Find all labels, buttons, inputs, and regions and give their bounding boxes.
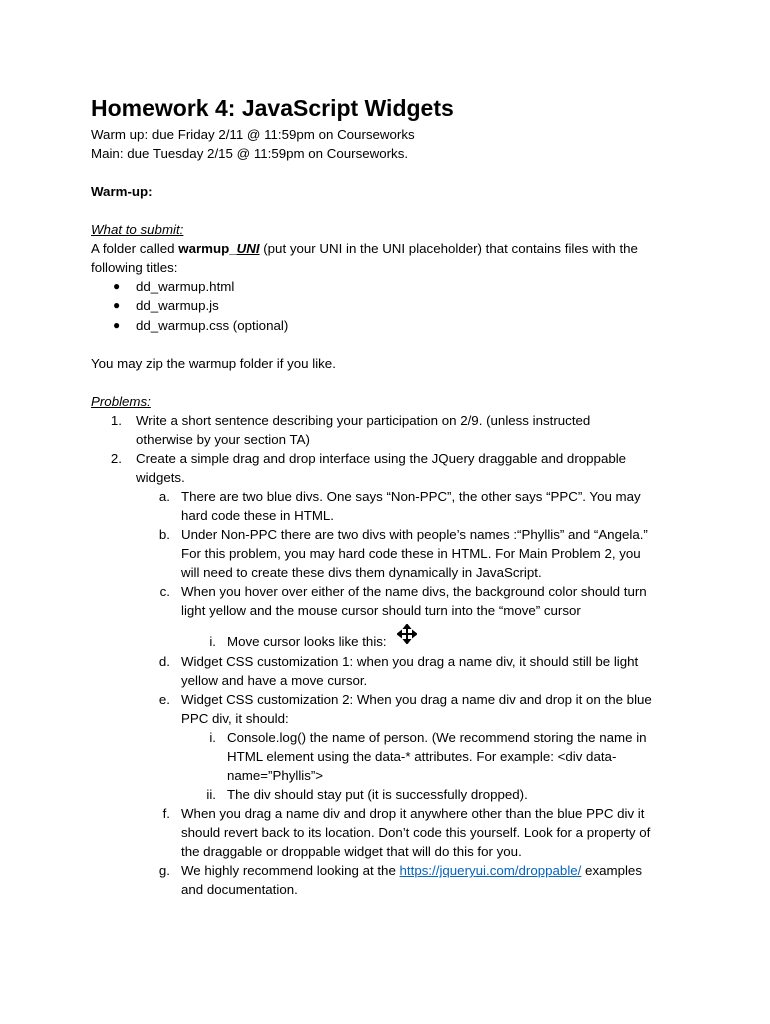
item-e-ii-marker: ii.	[206, 787, 216, 802]
item-d-marker: d.	[158, 654, 170, 669]
problem-2-line: Create a simple drag and drop interface using the JQuery draggable and droppable	[136, 451, 627, 466]
item-e-ii-line: The div should stay put (it is successfully dropped).	[227, 787, 528, 802]
item-a-line: hard code these in HTML.	[181, 508, 334, 523]
item-b-line: Under Non-PPC there are two divs with people’s names :“Phyllis” and “Angela.”	[181, 527, 648, 542]
bullet-icon: ●	[113, 318, 121, 332]
item-f-marker: f.	[162, 806, 170, 821]
problem-1-line: Write a short sentence describing your participation on 2/9. (unless instructed	[136, 413, 591, 428]
submit-line-1-pre: A folder called	[91, 241, 179, 256]
bullet-icon: ●	[113, 279, 121, 293]
problem-2-marker: 2.	[110, 451, 122, 466]
item-a-marker: a.	[158, 489, 170, 504]
item-d-line: yellow and have a move cursor.	[181, 673, 368, 688]
item-g-line: and documentation.	[181, 882, 298, 897]
item-g-post: examples	[581, 863, 642, 878]
item-e-i-line: name=”Phyllis”>	[227, 768, 324, 783]
jqueryui-droppable-link[interactable]: https://jqueryui.com/droppable/	[399, 863, 582, 878]
item-g-pre: We highly recommend looking at the	[181, 863, 400, 878]
item-g-line	[181, 861, 642, 880]
problem-1-marker: 1.	[110, 413, 122, 428]
item-f-line: should revert back to its location. Don’t code this yourself. Look for a property of	[181, 825, 651, 840]
due-main: Main: due Tuesday 2/15 @ 11:59pm on Courseworks.	[91, 146, 409, 161]
folder-name-b: UNI	[236, 241, 260, 256]
submit-line-2: following titles:	[91, 260, 178, 275]
warmup-heading: Warm-up:	[91, 184, 153, 199]
item-d-line: Widget CSS customization 1: when you drag a name div, it should still be light	[181, 654, 639, 669]
item-f-line: When you drag a name div and drop it anywhere other than the blue PPC div it	[181, 806, 645, 821]
zip-note: You may zip the warmup folder if you like.	[91, 356, 336, 371]
file-item: dd_warmup.js	[136, 298, 219, 313]
item-c-i-line: Move cursor looks like this:	[227, 634, 387, 649]
item-e-i-line: Console.log() the name of person. (We recommend storing the name in	[227, 730, 647, 745]
item-e-line: Widget CSS customization 2: When you drag a name div and drop it on the blue	[181, 692, 652, 707]
item-f-line: the draggable or droppable widget that will do this for you.	[181, 844, 522, 859]
page-title: Homework 4: JavaScript Widgets	[91, 95, 454, 121]
item-e-i-line: HTML element using the data-* attributes. For example: <div data-	[227, 749, 617, 764]
item-b-line: will need to create these divs them dynamically in JavaScript.	[181, 565, 542, 580]
item-c-marker: c.	[159, 584, 170, 599]
file-item: dd_warmup.css (optional)	[136, 318, 289, 333]
item-e-i-marker: i.	[209, 730, 216, 745]
item-e-marker: e.	[158, 692, 170, 707]
due-warmup: Warm up: due Friday 2/11 @ 11:59pm on Courseworks	[91, 127, 415, 142]
item-c-i-marker: i.	[209, 634, 216, 649]
problem-2-line: widgets.	[136, 470, 185, 485]
item-c-line: When you hover over either of the name divs, the background color should turn	[181, 584, 647, 599]
item-e-line: PPC div, it should:	[181, 711, 289, 726]
item-b-line: For this problem, you may hard code these in HTML. For Main Problem 2, you	[181, 546, 641, 561]
item-a-line: There are two blue divs. One says “Non-PPC”, the other says “PPC”. You may	[181, 489, 641, 504]
submit-heading: What to submit:	[91, 222, 184, 237]
item-g-marker: g.	[158, 863, 170, 878]
bullet-icon: ●	[113, 298, 121, 312]
move-arrows-icon	[397, 624, 417, 644]
submit-line-1	[91, 239, 638, 258]
file-item: dd_warmup.html	[136, 279, 235, 294]
folder-name-a: warmup_	[178, 241, 237, 256]
item-b-marker: b.	[158, 527, 170, 542]
item-c-line: light yellow and the mouse cursor should turn into the “move” cursor	[181, 603, 581, 618]
problems-heading: Problems:	[91, 394, 151, 409]
problem-1-line: otherwise by your section TA)	[136, 432, 310, 447]
submit-line-1-post: (put your UNI in the UNI placeholder) that contains files with the	[259, 241, 638, 256]
